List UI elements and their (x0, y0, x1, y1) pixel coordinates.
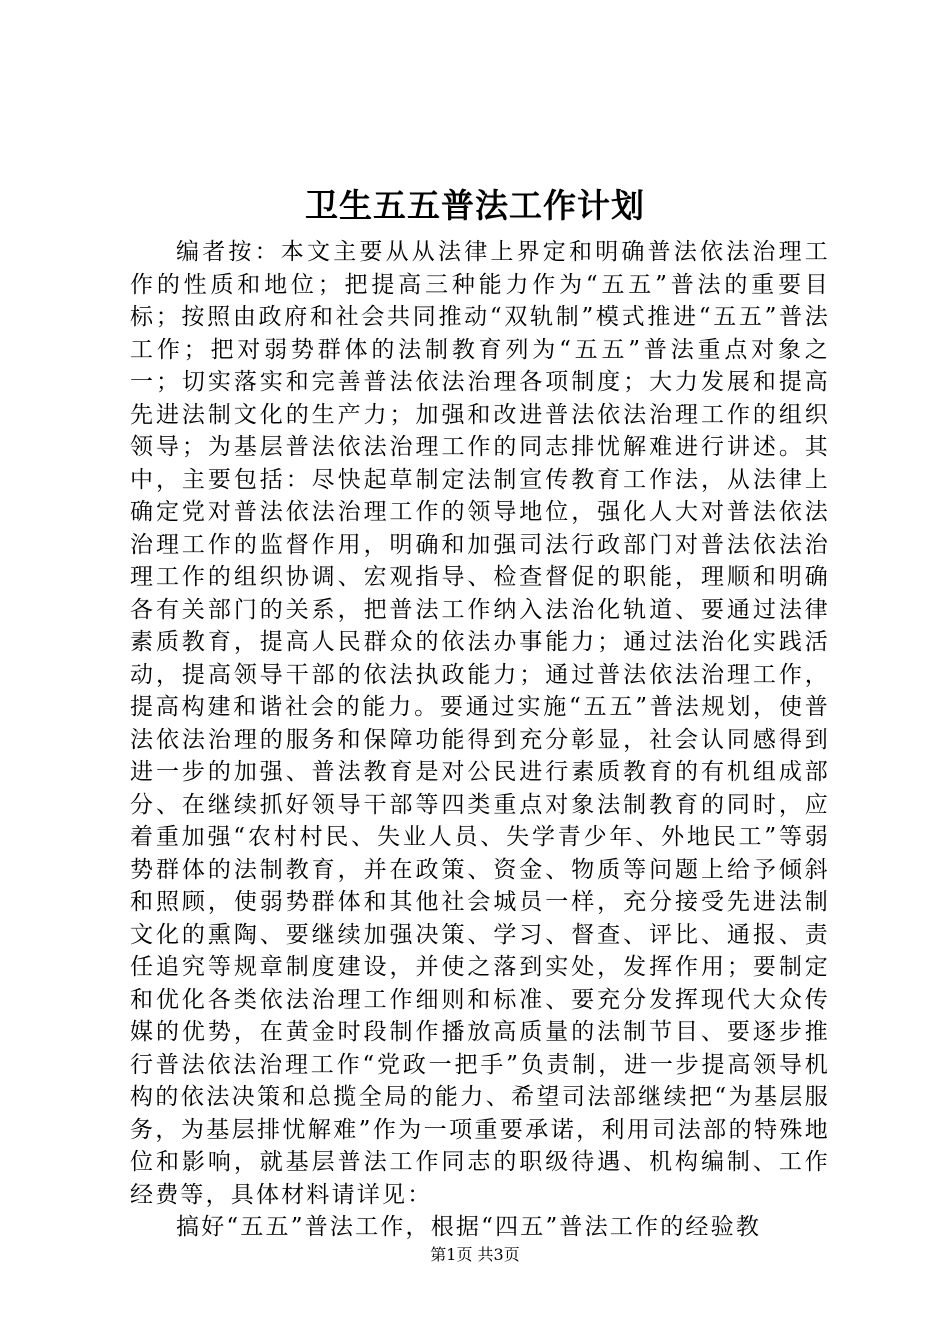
page-number-footer: 第1页 共3页 (430, 1245, 520, 1264)
paragraph-body-start: 搞好“五五”普法工作，根据“四五”普法工作的经验教 (176, 1214, 762, 1240)
paragraph-editor-note: 编者按：本文主要从从法律上界定和明确普法依法治理工作的性质和地位；把提高三种能力作为“五五”普法的重要目标；按照由政府和社会共同推动“双轨制”模式推进“五五”普法工作；把对弱势群体的法制教育列为“五五”普法重点对象之一；切实落实和完善普法依法治理各项制度；大力发展和提高先进法制文化的生产力；加强和改进普法依法治理工作的组织领导；为基层普法依法治理工作的同志排忧解难进行讲述。其中，主要包括：尽快起草制定法制宣传教育工作法，从法律上确定党对普法依法治理工作的领导地位，强化人大对普法依法治理工作的监督作用，明确和加强司法行政部门对普法依法治理工作的组织协调、宏观指导、检查督促的职能，理顺和明确各有关部门的关系，把普法工作纳入法治化轨道、要通过法律素质教育，提高人民群众的依法办事能力；通过法治化实践活动，提高领导干部的依法执政能力；通过普法依法治理工作，提高构建和谐社会的能力。要通过实施“五五”普法规划，使普法依法治理的服务和保障功能得到充分彰显，社会认同感得到进一步的加强、普法教育是对公民进行素质教育的有机组成部分、在继续抓好领导干部等四类重点对象法制教育的同时，应着重加强“农村村民、失业人员、失学青少年、外地民工”等弱势群体的法制教育，并在政策、资金、物质等问题上给予倾斜和照顾，使弱势群体和其他社会城员一样，充分接受先进法制文化的熏陶、要继续加强决策、学习、督查、评比、通报、责任追究等规章制度建设，并使之落到实处，发挥作用；要制定和优化各类依法治理工作细则和标准、要充分发挥现代大众传媒的优势，在黄金时段制作播放高质量的法制节目、要逐步推行普法依法治理工作“党政一把手”负责制，进一步提高领导机构的依法决策和总揽全局的能力、希望司法部继续把“为基层服务，为基层排忧解难”作为一项重要承诺，利用司法部的特殊地位和影响，就基层普法工作同志的职级待遇、机构编制、工作经费等，具体材料请详见： (130, 239, 830, 1208)
document-body (130, 236, 830, 1244)
document-title: 卫生五五普法工作计划 (305, 186, 645, 225)
